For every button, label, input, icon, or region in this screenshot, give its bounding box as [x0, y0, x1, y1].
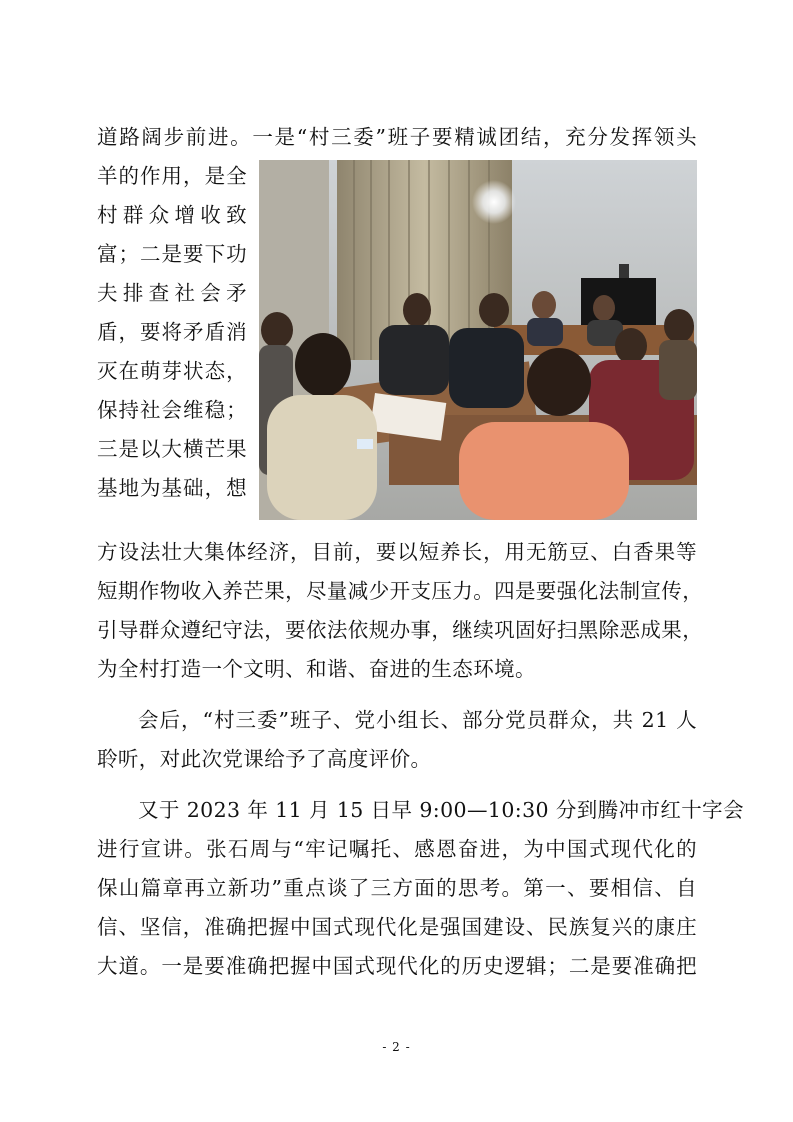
text-line: 为全村打造一个文明、和谐、奋进的生态环境。 — [97, 657, 536, 681]
text-line: 方设法壮大集体经济，目前，要以短养长，用无筋豆、白香果等 — [97, 540, 697, 564]
meeting-photo — [259, 160, 697, 520]
text-line: 道路阔步前进。一是“村三委”班子要精诚团结，充分发挥领头 — [97, 125, 697, 149]
text-line: 夫排查社会矛 — [97, 281, 247, 305]
text-line: 信、坚信，准确把握中国式现代化是强国建设、民族复兴的康庄 — [97, 915, 697, 939]
text-line: 大道。一是要准确把握中国式现代化的历史逻辑；二是要准确把 — [97, 954, 697, 978]
text-line: 引导群众遵纪守法，要依法依规办事，继续巩固好扫黑除恶成果， — [97, 618, 704, 642]
text-line: 保山篇章再立新功”重点谈了三方面的思考。第一、要相信、自 — [97, 876, 697, 900]
page-number: - 2 - — [382, 1040, 411, 1054]
text-line: 保持社会维稳； — [97, 398, 247, 422]
text-line: 短期作物收入养芒果，尽量减少开支压力。四是要强化法制宣传， — [97, 579, 704, 603]
text-line: 三是以大横芒果 — [97, 437, 247, 461]
text-line: 富；二是要下功 — [97, 242, 247, 266]
text-line: 会后，“村三委”班子、党小组长、部分党员群众，共 21 人 — [138, 708, 697, 732]
text-line: 基地为基础，想 — [97, 476, 247, 500]
text-line: 羊的作用，是全 — [97, 164, 247, 188]
text-line: 又于 2023 年 11 月 15 日早 9:00—10:30 分到腾冲市红十字会 — [138, 798, 744, 822]
text-line: 进行宣讲。张石周与“牢记嘱托、感恩奋进，为中国式现代化的 — [97, 837, 697, 861]
text-line: 聆听，对此次党课给予了高度评价。 — [97, 747, 432, 771]
text-line: 灭在萌芽状态， — [97, 359, 247, 383]
text-line: 盾，要将矛盾消 — [97, 320, 247, 344]
text-line: 村群众增收致 — [97, 203, 247, 227]
